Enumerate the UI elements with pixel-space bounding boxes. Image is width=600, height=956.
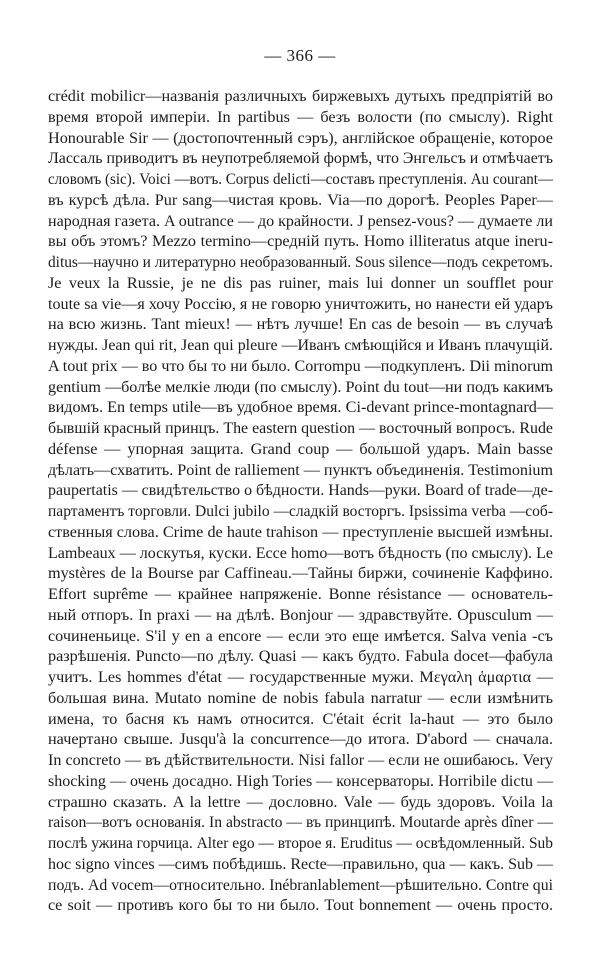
text-line: въ курсѣ дѣла. Pur sang—чистая кровь. Via—по дорогѣ. Peoples Paper— [48,190,553,209]
text-line: gentium —болѣе мелкіе люди (по смыслу). Point du tout—ни подъ какимъ [48,377,553,396]
text-line: ный отпоръ. In praxi — на дѣлѣ. Bonjour — здравствуйте. Opusculum — [48,605,553,624]
text-line: shocking — очень досадно. High Tories — консерваторы. Horribile dictu — [48,771,553,790]
text-line: Je veux la Russie, je ne dis pas ruiner, mais lui donner un soufflet pour [48,273,553,292]
text-line: нужды. Jean qui rit, Jean qui pleure —Иванъ смѣющійся и Иванъ плачущій. [48,336,553,354]
text-line: время второй имперіи. In partibus — безъ волости (по смыслу). Right [48,107,553,126]
text-line: видомъ. En temps utile—въ удобное время. Ci-devant prince-montagnard— [48,398,553,417]
text-line: начертано свыше. Jusqu'à la concurrence—до итога. D'abord — сначала. [48,730,553,749]
text-line: на всю жизнь. Tant mieux! — нѣтъ лучше! En cas de besoin — въ случаѣ [48,315,553,334]
text-line: In concreto — въ дѣйствительности. Nisi fallor — если не ошибаюсь. Very [48,751,553,769]
text-line: разрѣшенія. Puncto—по дѣлу. Quasi — какъ будто. Fabula docet—фабула [48,647,553,666]
glossary-text [48,86,553,916]
text-line: большая вина. Mutato nomine de nobis fabula narratur — если измѣнить [48,688,553,707]
text-line: народная газета. A outrance — до крайности. J pensez-vous? — думаете ли [48,211,553,230]
text-line: Лассаль приводитъ въ неупотребляемой формѣ, что Энгельсъ и отмѣчаетъ [48,149,553,168]
text-line: послѣ ужина горчица. Alter ego — второе я. Eruditus — освѣдомленный. Sub [48,834,553,852]
text-line: A tout prix — во что бы то ни было. Corrompu —подкупленъ. Dii minorum [48,356,553,375]
text-line: учитъ. Les hommes d'état — государственные мужи. Μεγαλη ἁμαρτια — [48,668,553,686]
text-line: ditus—научно и литературно необразованный. Sous silence—подъ секретомъ. [48,253,553,271]
text-line: crédit mobilicr—названія различныхъ биржевыхъ дутыхъ предпріятій во [48,87,553,105]
text-line: подъ. Ad vocem—относительно. Inébranlablement—рѣшительно. Contre qui [48,875,553,894]
text-line: бывшій красный принцъ. The eastern question — восточный вопросъ. Rude [48,419,553,437]
text-line: партаментъ торговли. Dulci jubilo —сладкій восторгъ. Ipsissima verba —соб- [48,502,553,520]
text-line: Lambeaux — лоскутья, куски. Ecce homo—вотъ бѣдность (по смыслу). Le [48,543,553,562]
text-line: ce soit — противъ кого бы то ни было. Tout bonnement — очень просто. [48,896,553,915]
text-line: ственныя слова. Crime de haute trahison — преступленіе высшей измѣны. [48,522,553,541]
text-line: toute sa vie—я хочу Россію, я не говорю уничтожить, но нанести ей ударъ [48,294,553,313]
text-line: défense — упорная защита. Grand coup — большой ударъ. Main basse [48,439,553,458]
text-line: страшно сказать. A la lettre — дословно. Vale — будь здоровъ. Voila la [48,792,553,811]
text-line: paupertatis — свидѣтельство о бѣдности. Hands—руки. Board of trade—де- [48,481,553,500]
text-line: дѣлать—схватить. Point de ralliement — пунктъ объединенія. Testimonium [48,460,553,479]
text-line: сочиненьице. S'il y en a encore — если это еще имѣется. Salva venia -съ [48,626,553,645]
text-line: вы объ этомъ? Mezzo termino—средній путь. Homo illiteratus atque ineru- [48,232,553,251]
text-line: hoc signo vinces —симъ побѣдишь. Recte—правильно, qua — какъ. Sub — [48,854,553,873]
text-line: Effort suprême — крайнее напряженіе. Bonne résistance — основатель- [48,585,553,603]
text-line: mystères de la Bourse par Caffineau.—Тайны биржи, сочиненіе Каффино. [48,564,553,583]
text-line: словомъ (sic). Voici —вотъ. Corpus delicti—составъ преступленія. Au courant— [48,170,553,188]
text-line: имена, то басня къ намъ относится. C'était écrit la-haut — это было [48,709,553,728]
page-number: — 366 — [264,46,336,65]
text-line: raison—вотъ основанія. In abstracto — въ принципѣ. Moutarde après dîner — [48,813,553,832]
text-line: Honourable Sir — (достопочтенный сэръ), англійское обращеніе, которое [48,128,553,147]
